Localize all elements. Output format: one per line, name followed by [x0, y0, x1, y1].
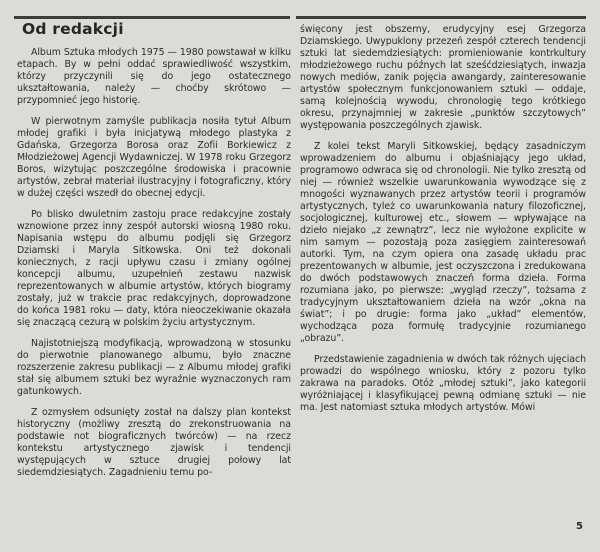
page-title: Od redakcji — [22, 20, 124, 38]
page-number: 5 — [576, 521, 583, 532]
header-rule-right — [296, 16, 586, 19]
header-rule-left — [14, 16, 290, 19]
paragraph-7: Z kolei tekst Maryli Sitkowskiej, będący zasadniczym wprowadzeniem do albumu i objaśniający jego układ, programowo odwraca się od chronologii. Nie tylko zresztą od niej — również wszelkie uwarunkowania wywodzące się z mnogości wyznawanych przez artystów teorii i programów artystycznych, tyleż co uwarunkowania natury filozoficznej, socjologicznej, kulturowej etc., słowem — wpływające na dzieło niejako „z zewnątrz”, lecz nie wyłożone explicite w nim samym — pozostają poza zasięgiem zainteresowań autorki. Tym, na czym opiera ona zasadę układu prac prezentowanych w albumie, jest oczyszczona i zredukowana do dwóch podstawowych znaczeń forma dzieła. Forma rozumiana jako, po pierwsze: „wygląd rzeczy”, tożsama z tradycyjnym ukształtowaniem dzieła na wzór „okna na świat”; i po drugie: forma jako „układ” elementów, wychodząca poza formułę tradycyjnie rozumianego „obrazu”. — [300, 141, 586, 344]
section-header — [14, 16, 290, 46]
left-column — [17, 47, 291, 488]
paragraph-2: W pierwotnym zamyśle publikacja nosiła tytuł Album młodej grafiki i była inicjatywą młodego plastyka z Gdańska, Grzegorza Borosa oraz Zofii Borkiewicz z Młodzieżowej Agencji Wydawniczej. W 1978 roku Grzegorz Boros, wizytując poszczególne środowiska i pracownie artystów, zebrał materiał ilustracyjny i fotograficzny, który w dużej części wszedł do obecnej edycji. — [17, 116, 291, 199]
paragraph-4: Najistotniejszą modyfikacją, wprowadzoną w stosunku do pierwotnie planowanego albumu, było znaczne rozszerzenie zakresu publikacji — z Albumu młodej grafiki stał się albumem sztuki bez wyraźnie wyznaczonych ram gatunkowych. — [17, 338, 291, 397]
paragraph-3: Po blisko dwuletnim zastoju prace redakcyjne zostały wznowione przez inny zespół autorski wiosną 1980 roku. Napisania wstępu do albumu podjęli się Grzegorz Dziamski i Maryla Sitkowska. Oni też dokonali koniecznych, z racji upływu czasu i zmiany ogólnej koncepcji albumu, uzupełnień zestawu nazwisk reprezentowanych w albumie artystów, których biogramy zostały, już w trakcie prac redakcyjnych, doprowadzone do końca 1981 roku — daty, która nieoczekiwanie okazała się znaczącą cezurą w polskim życiu artystycznym. — [17, 209, 291, 328]
paragraph-5: Z ozmysłem odsunięty został na dalszy plan kontekst historyczny (możliwy zresztą do zrekonstruowania na podstawie not biograficznych twórców) — na rzecz kontekstu artystycznego zjawisk i tendencji występujących w sztuce drugiej połowy lat siedemdziesiątych. Zagadnieniu temu po- — [17, 407, 291, 478]
paragraph-8: Przedstawienie zagadnienia w dwóch tak różnych ujęciach prowadzi do wspólnego wniosku, który z pozoru tylko zakrawa na paradoks. Otóż „młodej sztuki”, jako kategorii wyróżniającej i klasyfikującej pewną odmianę sztuki — nie ma. Jest natomiast sztuka młodych artystów. Mówi — [300, 354, 586, 413]
paragraph-1: Album Sztuka młodych 1975 — 1980 powstawał w kilku etapach. By w pełni oddać sprawiedliwość wszystkim, którzy przyczynili się do jego ostatecznego ukształtowania, należy — choćby skrótowo — przypomnieć jego historię. — [17, 47, 291, 106]
right-column — [300, 24, 586, 423]
paragraph-6: święcony jest obszerny, erudycyjny esej Grzegorza Dziamskiego. Uwypuklony przezeń zespół czterech tendencji sztuki lat siedemdziesiątych: promieniowanie kontrkultury młodzieżowego ruchu późnych lat sześćdziesiątych, inwazja nowych mediów, zanik pojęcia awangardy, zainteresowanie artystów społecznym funkcjonowaniem sztuki — oddaje, samą kolejnością wywodu, chronologię tego krótkiego okresu, przynajmniej w zakresie „punktów szczytowych” występowania poszczególnych zjawisk. — [300, 24, 586, 131]
